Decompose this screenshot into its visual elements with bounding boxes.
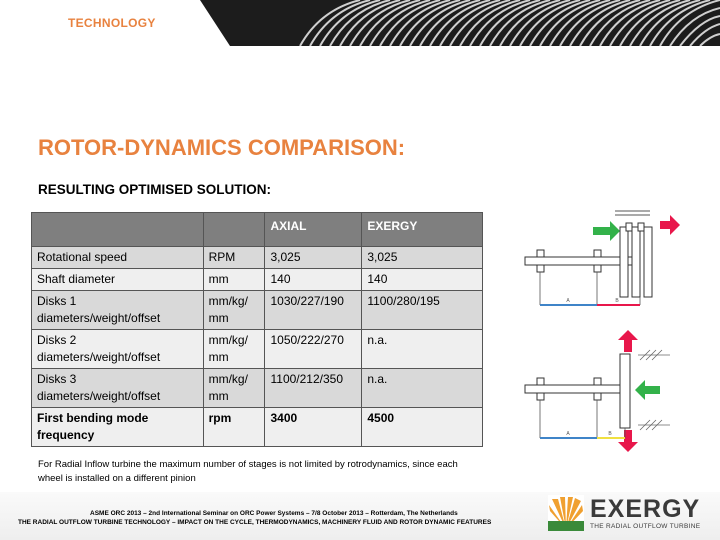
table-row	[32, 269, 483, 291]
header-bar	[0, 0, 720, 46]
axial-cell: 3,025	[265, 247, 362, 269]
span-a-label: A	[566, 298, 570, 304]
outflow-down-arrow-icon	[618, 430, 638, 452]
table-row	[32, 408, 483, 447]
exergy-cell: 4500	[362, 408, 483, 447]
param-cell: First bending mode frequency	[32, 408, 204, 447]
span-a-label: A	[566, 431, 570, 437]
radial-rotor-diagram	[520, 330, 710, 455]
exergy-logo	[548, 495, 708, 531]
logo-tagline: THE RADIAL OUTFLOW TURBINE	[590, 523, 701, 530]
outflow-arrow-icon	[660, 215, 680, 235]
unit-cell: mm/kg/ mm	[203, 369, 265, 408]
unit-cell: mm/kg/ mm	[203, 291, 265, 330]
axial-rotor-diagram	[520, 205, 710, 315]
axial-cell: 1030/227/190	[265, 291, 362, 330]
inflow-arrow-icon	[593, 221, 620, 241]
param-cell: Rotational speed	[32, 247, 204, 269]
section-label: TECHNOLOGY	[68, 16, 156, 30]
span-b-label: B	[608, 431, 612, 437]
table-row	[32, 291, 483, 330]
exergy-cell: 3,025	[362, 247, 483, 269]
param-cell: Disks 3 diameters/weight/offset	[32, 369, 204, 408]
table-row	[32, 330, 483, 369]
table-header-row	[32, 213, 483, 247]
outflow-up-arrow-icon	[618, 330, 638, 352]
table-row	[32, 369, 483, 408]
axial-cell: 3400	[265, 408, 362, 447]
span-b-label: B	[615, 298, 619, 304]
param-cell: Disks 1 diameters/weight/offset	[32, 291, 204, 330]
axial-cell: 140	[265, 269, 362, 291]
inflow-arrow-icon	[635, 380, 660, 400]
unit-cell: mm	[203, 269, 265, 291]
table-header-cell	[32, 213, 204, 247]
table-header-cell	[203, 213, 265, 247]
unit-cell: mm/kg/ mm	[203, 330, 265, 369]
table-row	[32, 247, 483, 269]
axial-cell: 1100/212/350	[265, 369, 362, 408]
unit-cell: rpm	[203, 408, 265, 447]
slide-title: ROTOR-DYNAMICS COMPARISON:	[38, 135, 406, 160]
footer-paper-title: THE RADIAL OUTFLOW TURBINE TECHNOLOGY – IMPACT ON THE CYCLE, THERMODYNAMICS, MACHINERY FLUID AND ROTOR DYNAMIC FEATURES	[18, 519, 492, 526]
footer-conference: ASME ORC 2013 – 2nd International Seminar on ORC Power Systems – 7/8 October 2013 – Rotterdam, The Netherlands	[90, 510, 458, 517]
table-header-axial: AXIAL	[265, 213, 362, 247]
comparison-table	[31, 212, 483, 447]
logo-wordmark: EXERGY	[590, 495, 701, 523]
footnote-text: For Radial Inflow turbine the maximum number of stages is not limited by rotrodynamics, since each wheel is installed on a different pinion	[38, 459, 458, 484]
exergy-cell: n.a.	[362, 369, 483, 408]
unit-cell: RPM	[203, 247, 265, 269]
axial-cell: 1050/222/270	[265, 330, 362, 369]
param-cell: Disks 2 diameters/weight/offset	[32, 330, 204, 369]
param-cell: Shaft diameter	[32, 269, 204, 291]
table-header-exergy: EXERGY	[362, 213, 483, 247]
exergy-cell: 140	[362, 269, 483, 291]
sunburst-logo-icon	[548, 495, 584, 531]
slide-subtitle: RESULTING OPTIMISED SOLUTION:	[38, 182, 272, 197]
exergy-cell: 1100/280/195	[362, 291, 483, 330]
exergy-cell: n.a.	[362, 330, 483, 369]
